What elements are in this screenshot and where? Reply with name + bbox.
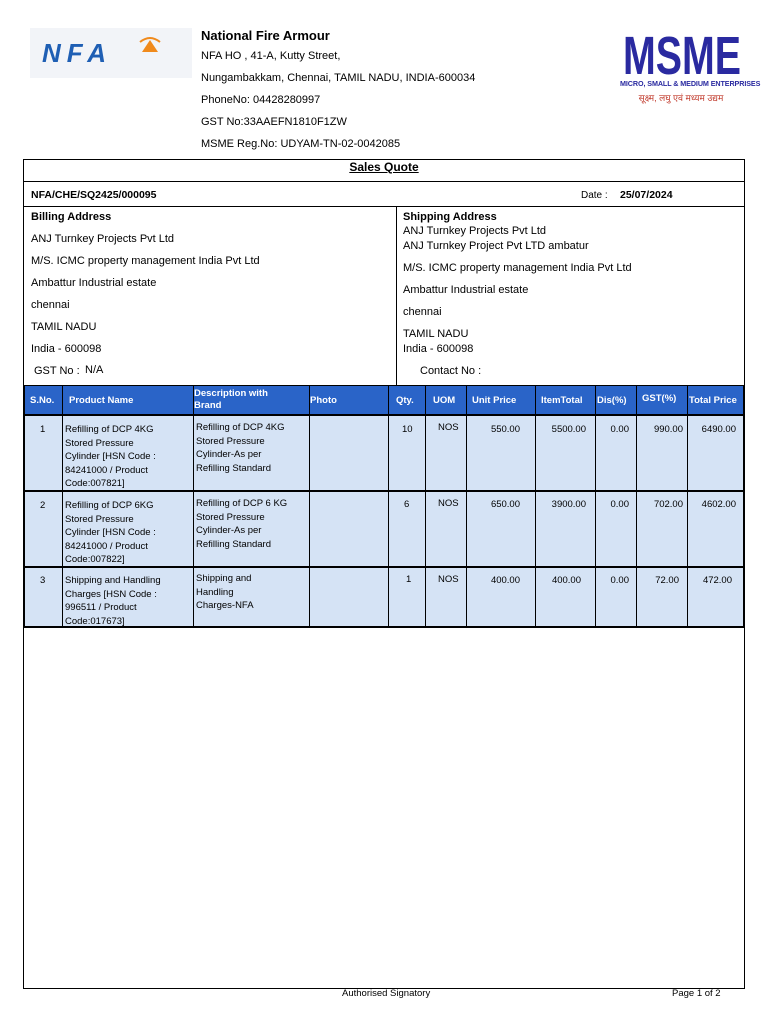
shipping-line: ANJ Turnkey Project Pvt LTD ambatur [403,240,589,252]
shipping-line: M/S. ICMC property management India Pvt Ltd [403,262,632,274]
col-header-discount: Dis(%) [597,395,627,406]
cell-discount: 0.00 [610,575,629,586]
cell-uom: NOS [438,498,459,509]
cell-qty: 1 [406,574,412,585]
quote-number: NFA/CHE/SQ2425/000095 [31,189,157,201]
cell-gst: 72.00 [655,575,679,586]
table-column-line [636,386,637,628]
table-column-line [193,386,194,628]
billing-line: ANJ Turnkey Projects Pvt Ltd [31,233,175,245]
company-gst: GST No:33AAEFN1810F1ZW [201,116,347,128]
billing-line: Ambattur Industrial estate [31,277,157,289]
cell-unit-price: 550.00 [490,424,520,435]
quote-date: 25/07/2024 [620,189,673,201]
cell-uom: NOS [438,574,459,585]
col-header-sno: S.No. [30,395,55,406]
cell-discount: 0.00 [610,424,629,435]
cell-unit-price: 650.00 [490,499,520,510]
cell-product: Refilling of DCP 4KG Stored Pressure Cylinder [HSN Code : 84241000 / Product Code:007821] [65,424,156,489]
company-name: National Fire Armour [201,28,330,43]
divider [23,206,745,207]
shipping-line: India - 600098 [403,343,474,355]
table-column-line [687,386,688,628]
col-header-total: Total Price [689,395,737,406]
table-column-line [388,386,389,628]
shipping-line: Ambattur Industrial estate [403,284,529,296]
msme-hindi-tagline: सूक्ष्म, लघु एवं मध्यम उद्यम [638,93,724,103]
shipping-heading: Shipping Address [403,211,497,223]
company-msme-reg: MSME Reg.No: UDYAM-TN-02-0042085 [201,138,401,150]
cell-total: 6490.00 [701,424,736,435]
divider [23,181,745,182]
cell-item-total: 400.00 [551,575,581,586]
shipping-line: ANJ Turnkey Projects Pvt Ltd [403,225,547,237]
authorised-signatory: Authorised Signatory [342,988,431,999]
table-column-line [595,386,596,628]
table-column-line [535,386,536,628]
cell-item-total: 3900.00 [551,499,586,510]
cell-description: Shipping and Handling Charges-NFA [196,573,254,611]
billing-line: TAMIL NADU [31,321,97,333]
billing-line: M/S. ICMC property management India Pvt Ltd [31,255,260,267]
billing-line: chennai [31,299,70,311]
cell-sno: 3 [40,575,46,586]
cell-uom: NOS [438,422,459,433]
cell-gst: 702.00 [653,499,683,510]
table-column-line [466,386,467,628]
table-column-line [24,386,25,628]
col-header-item-total: ItemTotal [541,395,583,406]
nfa-logo-text: NFA [42,38,112,68]
col-header-uom: UOM [433,395,456,406]
shipping-line: TAMIL NADU [403,328,469,340]
table-column-line [743,386,744,628]
col-header-description: Description with Brand [194,388,268,411]
billing-line: India - 600098 [31,343,102,355]
page-number: Page 1 of 2 [672,988,721,999]
cell-total: 472.00 [702,575,732,586]
company-phone: PhoneNo: 04428280997 [201,94,321,106]
billing-gst-label: GST No : [34,365,80,377]
cell-discount: 0.00 [610,499,629,510]
col-header-qty: Qty. [396,395,414,406]
cell-sno: 1 [40,424,46,435]
billing-heading: Billing Address [31,211,112,223]
col-header-unit-price: Unit Price [472,395,517,406]
cell-description: Refilling of DCP 4KG Stored Pressure Cylinder-As per Refilling Standard [196,422,285,474]
document-title: Sales Quote [349,160,419,174]
company-address-line1: NFA HO , 41-A, Kutty Street, [201,50,341,62]
nfa-logo [30,28,192,78]
cell-qty: 10 [402,424,413,435]
table-column-line [309,386,310,628]
cell-gst: 990.00 [653,424,683,435]
table-column-line [425,386,426,628]
cell-item-total: 5500.00 [551,424,586,435]
address-divider [396,206,397,385]
cell-qty: 6 [404,499,410,510]
cell-total: 4602.00 [701,499,736,510]
shipping-contact-label: Contact No : [420,365,482,377]
table-column-line [62,386,63,628]
cell-product: Shipping and Handling Charges [HSN Code : 996511 / Product Code:017673] [65,575,161,627]
billing-gst-value: N/A [85,364,104,376]
col-header-gst: GST(%) [642,393,677,404]
cell-product: Refilling of DCP 6KG Stored Pressure Cylinder [HSN Code : 84241000 / Product Code:007822] [65,500,156,565]
company-address-line2: Nungambakkam, Chennai, TAMIL NADU, INDIA-600034 [201,72,476,84]
cell-sno: 2 [40,500,46,511]
col-header-photo: Photo [310,395,337,406]
cell-unit-price: 400.00 [490,575,520,586]
shipping-line: chennai [403,306,442,318]
msme-logo-text: MSME [623,26,741,78]
col-header-product: Product Name [69,395,134,406]
date-label: Date : [581,190,608,201]
msme-tagline: MICRO, SMALL & MEDIUM ENTERPRISES [620,79,761,88]
cell-description: Refilling of DCP 6 KG Stored Pressure Cylinder-As per Refilling Standard [196,498,288,550]
